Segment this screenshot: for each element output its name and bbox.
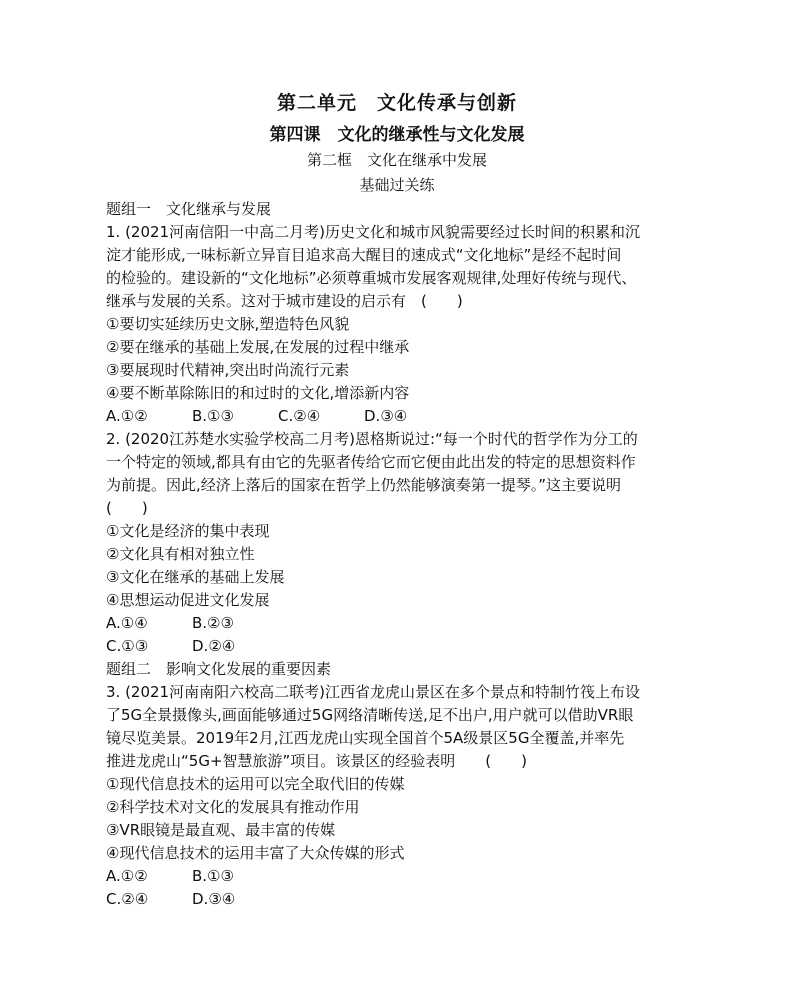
answer-options (106, 405, 696, 428)
option-d[interactable]: D.②④ (192, 637, 236, 655)
question-stem-line: 3. (2021河南南阳六校高二联考)江西省龙虎山景区在多个景点和特制竹筏上布设 (106, 683, 640, 701)
option-a[interactable]: A.①② (106, 867, 148, 885)
statement: ④要不断革除陈旧的和过时的文化,增添新内容 (106, 384, 410, 402)
lesson-title: 第四课 文化的继承性与文化发展 (269, 125, 525, 145)
question-content (106, 198, 696, 911)
question-3 (106, 681, 696, 911)
statement: ④思想运动促进文化发展 (106, 591, 270, 609)
group-title: 题组二 影响文化发展的重要因素 (106, 660, 332, 678)
section-title: 基础过关练 (359, 176, 435, 194)
frame-title: 第二框 文化在继承中发展 (306, 151, 487, 169)
question-stem-line: 一个特定的领域,都具有由它的先驱者传给它而它便由此出发的特定的思想资料作 (106, 453, 636, 471)
option-c[interactable]: C.②④ (106, 890, 149, 908)
option-a[interactable]: A.①② (106, 407, 148, 425)
statement: ③VR眼镜是最直观、最丰富的传媒 (106, 821, 336, 839)
answer-options (106, 612, 696, 635)
question-1 (106, 221, 696, 428)
option-b[interactable]: B.①③ (192, 407, 234, 425)
question-stem-line: 继承与发展的关系。这对于城市建设的启示有 ( ) (106, 292, 463, 310)
option-c[interactable]: C.①③ (106, 637, 149, 655)
answer-options (106, 888, 696, 911)
question-stem-line: 的检验的。建设新的“文化地标”必须尊重城市发展客观规律,处理好传统与现代、 (106, 269, 637, 287)
option-b[interactable]: B.②③ (192, 614, 234, 632)
question-stem-line: 了5G全景摄像头,画面能够通过5G网络清晰传送,足不出户,用户就可以借助VR眼 (106, 706, 634, 724)
option-a[interactable]: A.①④ (106, 614, 148, 632)
question-stem-line: 淀才能形成,一味标新立异盲目追求高大醒目的速成式“文化地标”是经不起时间 (106, 246, 622, 264)
question-2 (106, 428, 696, 658)
option-d[interactable]: D.③④ (192, 890, 236, 908)
question-stem-line: 推进龙虎山“5G+智慧旅游”项目。该景区的经验表明 ( ) (106, 752, 527, 770)
question-stem-line: 镜尽览美景。2019年2月,江西龙虎山实现全国首个5A级景区5G全覆盖,并率先 (106, 729, 625, 747)
statement: ①现代信息技术的运用可以完全取代旧的传媒 (106, 775, 405, 793)
question-stem-line: 为前提。因此,经济上落后的国家在哲学上仍然能够演奏第一提琴。”这主要说明 (106, 476, 622, 494)
statement: ②科学技术对文化的发展具有推动作用 (106, 798, 360, 816)
answer-options (106, 865, 696, 888)
statement: ②要在继承的基础上发展,在发展的过程中继承 (106, 338, 410, 356)
unit-title: 第二单元 文化传承与创新 (276, 92, 517, 114)
option-d[interactable]: D.③④ (364, 407, 408, 425)
group-title: 题组一 文化继承与发展 (106, 200, 272, 218)
option-c[interactable]: C.②④ (278, 407, 321, 425)
statement: ④现代信息技术的运用丰富了大众传媒的形式 (106, 844, 405, 862)
question-stem-line: 1. (2021河南信阳一中高二月考)历史文化和城市风貌需要经过长时间的积累和沉 (106, 223, 640, 241)
question-stem-line: 2. (2020江苏楚水实验学校高二月考)恩格斯说过:“每一个时代的哲学作为分工的 (106, 430, 638, 448)
statement: ①要切实延续历史文脉,塑造特色风貌 (106, 315, 350, 333)
answer-blank: ( ) (106, 499, 148, 517)
statement: ①文化是经济的集中表现 (106, 522, 270, 540)
answer-options (106, 635, 696, 658)
statement: ②文化具有相对独立性 (106, 545, 255, 563)
statement: ③文化在继承的基础上发展 (106, 568, 285, 586)
statement: ③要展现时代精神,突出时尚流行元素 (106, 361, 350, 379)
option-b[interactable]: B.①③ (192, 867, 234, 885)
